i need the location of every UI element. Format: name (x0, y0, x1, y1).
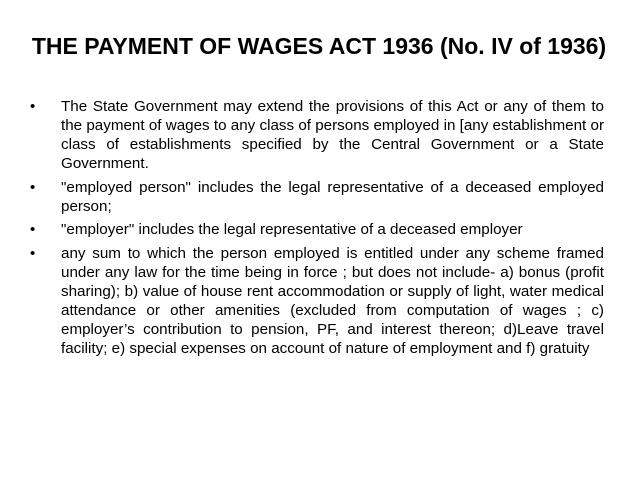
bullet-list (30, 97, 604, 362)
bullet-item (30, 97, 604, 173)
bullet-icon: • (30, 221, 36, 238)
bullet-item (30, 220, 604, 239)
bullet-text: "employed person" includes the legal representative of a deceased employed person; (61, 178, 604, 215)
bullet-icon: • (30, 98, 36, 115)
bullet-icon: • (30, 178, 36, 196)
bullet-text: The State Government may extend the provisions of this Act or any of them to the payment of wages to any class of persons employed in [any establishment or class of establishments specified by the Central Government or a State Government. (61, 98, 604, 172)
bullet-item (30, 178, 604, 216)
bullet-icon: • (30, 244, 36, 262)
bullet-item (30, 244, 604, 358)
bullet-text: "employer" includes the legal representative of a deceased employer (61, 221, 523, 238)
slide-title: THE PAYMENT OF WAGES ACT 1936 (No. IV of 1936) (31, 33, 607, 59)
bullet-text: any sum to which the person employed is entitled under any scheme framed under any law for the time being in force ; but does not include- a) bonus (profit sharing); b) value of house rent accommodation or supply of light, water medical attendance or other amenities (excluded from computation of wages ; c) employer’s contribution to pension, PF, and interest thereon; d)Leave travel facility; e) special expenses on account of nature of employment and f) gratuity (61, 244, 604, 357)
